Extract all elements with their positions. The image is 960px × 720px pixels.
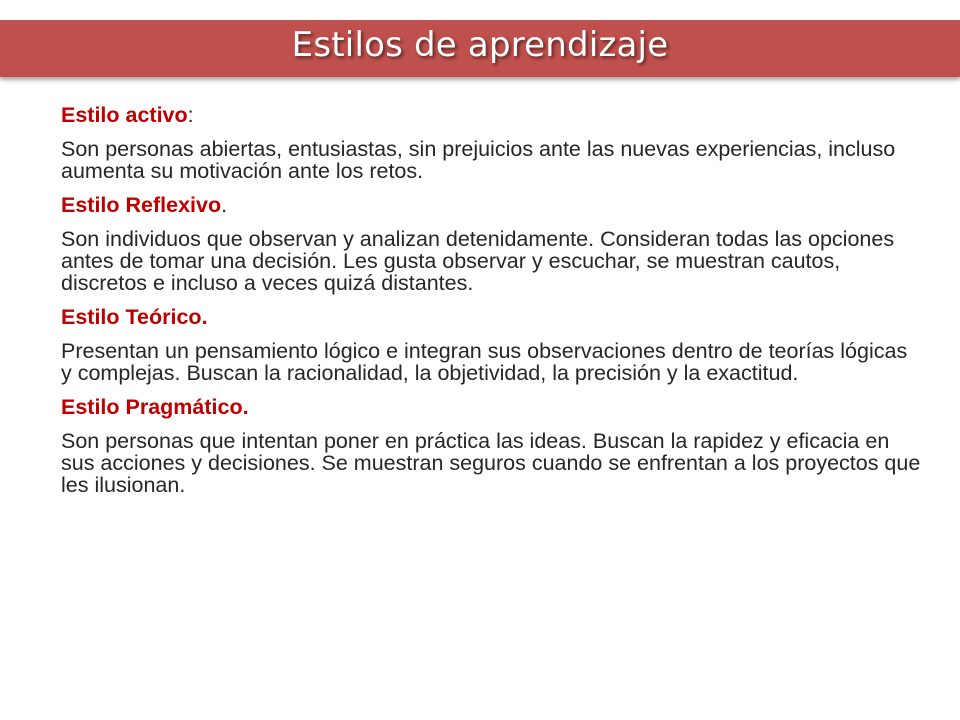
heading-label: Estilo Teórico. (61, 305, 208, 329)
section-heading-activo (61, 102, 921, 128)
section-text-activo: Son personas abiertas, entusiastas, sin prejuicios ante las nuevas experiencias, incluso aumenta su motivación ante los retos. (61, 137, 896, 183)
title-banner (0, 20, 960, 77)
heading-label: Estilo Reflexivo (61, 193, 222, 217)
heading-suffix: . (221, 193, 228, 217)
heading-label: Estilo activo (61, 103, 188, 127)
section-heading-reflexivo (61, 192, 921, 218)
section-text-pragmatico: Son personas que intentan poner en práctica las ideas. Buscan la rapidez y eficacia en sus acciones y decisiones. Se muestran seguros cuando se enfrentan a los proyectos que les ilusionan. (61, 429, 921, 497)
section-text-teorico: Presentan un pensamiento lógico e integran sus observaciones dentro de teorías lógicas y complejas. Buscan la racionalidad, la objetividad, la precisión y la exactitud. (61, 339, 908, 385)
slide-title: Estilos de aprendizaje (291, 24, 669, 65)
slide-content (61, 102, 921, 506)
section-heading-pragmatico (61, 394, 921, 420)
heading-suffix: : (187, 103, 194, 127)
section-heading-teorico (61, 304, 921, 330)
heading-label: Estilo Pragmático. (61, 395, 249, 419)
section-text-reflexivo: Son individuos que observan y analizan detenidamente. Consideran todas las opciones antes de tomar una decisión. Les gusta observar y escuchar, se muestran cautos, discretos e incluso a veces quizá distantes. (61, 227, 895, 295)
